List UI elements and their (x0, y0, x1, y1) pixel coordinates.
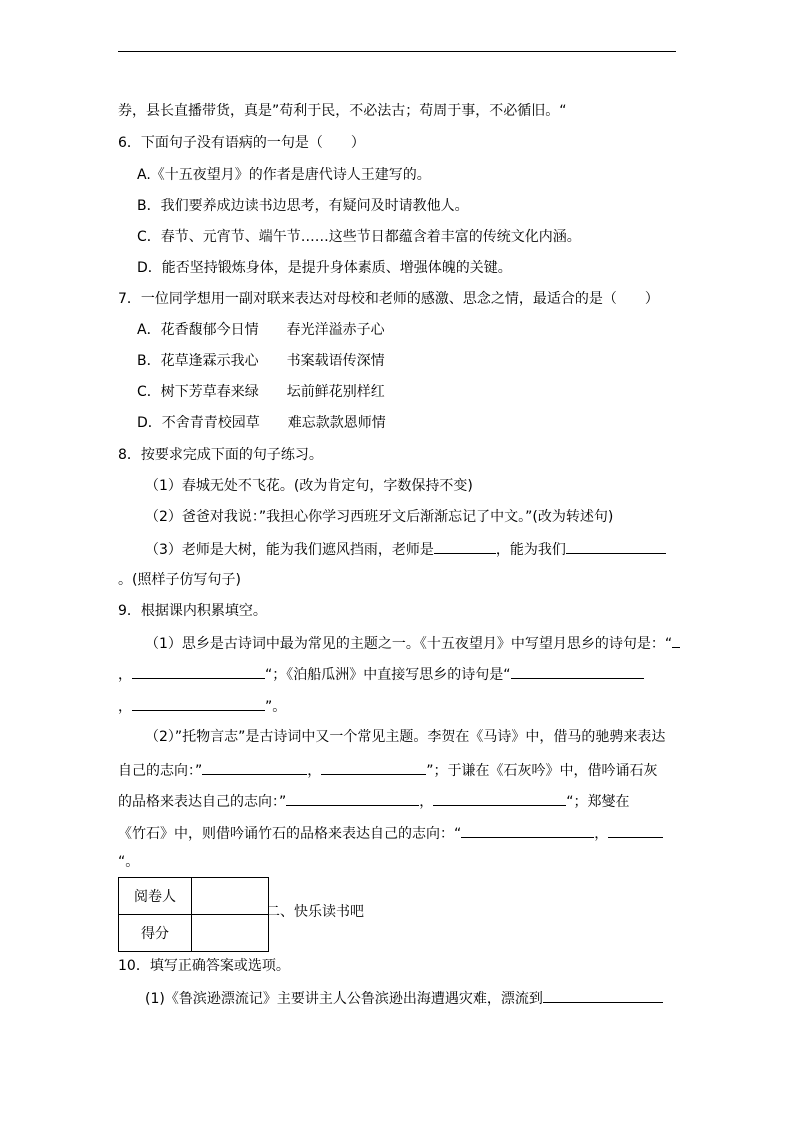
answer-blank[interactable] (608, 823, 663, 838)
q10-1-text: (1)《鲁滨逊漂流记》主要讲主人公鲁滨逊出海遭遇灾难，漂流到 (145, 991, 543, 1007)
answer-blank[interactable] (286, 791, 419, 806)
question-10: 10．填写正确答案或选项。 (118, 958, 290, 974)
q9-1-text: ， (118, 699, 132, 715)
q9-2-text: 的品格来表达自己的志向：” (118, 794, 287, 810)
question-9-1-cont (118, 664, 644, 684)
q9-1-text: “；《泊船瓜洲》中直接写思乡的诗句是“ (265, 667, 511, 683)
option-7b-lower: 书案载语传深情 (286, 353, 385, 369)
answer-blank[interactable] (202, 760, 307, 775)
q9-2-text: ”；于谦在《石灰吟》中，借吟诵石灰 (426, 763, 658, 779)
q9-2-text: ， (307, 763, 322, 779)
answer-blank[interactable] (566, 539, 666, 554)
q9-1-text: （1）思乡是古诗词中最为常见的主题之一。《十五夜望月》中写望月思乡的诗句是：“ (145, 636, 673, 652)
answer-blank[interactable] (434, 539, 496, 554)
q9-2-text: ， (419, 794, 434, 810)
question-9: 9．根据课内积累填空。 (118, 603, 267, 619)
answer-blank[interactable] (461, 823, 594, 838)
answer-blank[interactable] (132, 664, 265, 679)
q9-2-text: 《竹石》中，则借吟诵竹石的品格来表达自己的志向：“ (118, 826, 462, 842)
option-7a (137, 321, 385, 339)
question-8: 8．按要求完成下面的句子练习。 (118, 447, 323, 463)
question-6: 6．下面句子没有语病的一句是（ ） (118, 135, 365, 151)
option-6d: D．能否坚持锻炼身体，是提升身体素质、增强体魄的关键。 (137, 260, 512, 276)
score-cell[interactable] (192, 915, 269, 952)
answer-blank[interactable] (672, 633, 680, 648)
answer-blank[interactable] (132, 696, 265, 711)
option-7a-upper: A．花香馥郁今日情 (137, 322, 259, 338)
header-rule (118, 51, 676, 52)
answer-blank[interactable] (433, 791, 566, 806)
question-9-2: （2）”托物言志”是古诗词中又一个常见主题。李贺在《马诗》中，借马的驰骋来表达 (145, 729, 666, 745)
q8-3-text: ，能为我们 (495, 542, 566, 558)
question-8-3-tail: 。(照样子仿写句子) (118, 572, 241, 588)
score-label: 得分 (119, 915, 192, 952)
question-8-1: （1）春城无处不飞花。(改为肯定句，字数保持不变) (145, 478, 473, 494)
section-2-title: 二、快乐读书吧 (266, 904, 364, 920)
option-7c (137, 383, 385, 401)
option-6c: C．春节、元宵节、端午节……这些节日都蕴含着丰富的传统文化内涵。 (137, 229, 581, 245)
q9-2-text: ， (594, 826, 609, 842)
question-8-2: （2）爸爸对我说：”我担心你学习西班牙文后渐渐忘记了中文。”(改为转述句) (145, 509, 614, 525)
question-9-2-cont3 (118, 823, 663, 843)
question-8-3 (145, 539, 666, 559)
option-7c-upper: C．树下芳草春来绿 (137, 384, 259, 400)
answer-blank[interactable] (511, 664, 644, 679)
q9-2-text: “；郑燮在 (566, 794, 630, 810)
q9-2-text: 自己的志向：” (118, 763, 203, 779)
reviewer-label: 阅卷人 (119, 878, 192, 915)
q8-3-text: （3）老师是大树，能为我们遮风挡雨，老师是 (145, 542, 434, 558)
option-6a: A.《十五夜望月》的作者是唐代诗人王建写的。 (137, 167, 431, 183)
option-7d-lower: 难忘款款恩师情 (287, 415, 386, 431)
option-7d-upper: D．不舍青青校园草 (137, 415, 260, 431)
option-7d (137, 414, 386, 432)
text-line: 券，县长直播带货，真是”苟利于民，不必法古；苟周于事，不必循旧。“ (118, 103, 567, 119)
option-6b: B．我们要养成边读书边思考，有疑问及时请教他人。 (137, 198, 469, 214)
question-9-2-tail: “。 (118, 854, 140, 870)
answer-blank[interactable] (543, 988, 663, 1003)
q9-1-text: ， (118, 667, 132, 683)
question-9-1-cont2 (118, 696, 286, 716)
q9-1-text: ”。 (265, 699, 287, 715)
option-7b-upper: B．花草逢霖示我心 (137, 353, 259, 369)
reviewer-cell[interactable] (192, 878, 269, 915)
option-7c-lower: 坛前鲜花别样红 (286, 384, 385, 400)
question-10-1 (145, 988, 663, 1008)
answer-blank[interactable] (321, 760, 426, 775)
question-7: 7．一位同学想用一副对联来表达对母校和老师的感激、思念之情，最适合的是（ ） (118, 291, 659, 307)
option-7a-lower: 春光洋溢赤子心 (286, 322, 385, 338)
question-9-1 (145, 633, 680, 653)
score-table (118, 877, 269, 952)
question-9-2-cont2 (118, 791, 630, 811)
option-7b (137, 352, 385, 370)
question-9-2-cont (118, 760, 658, 780)
